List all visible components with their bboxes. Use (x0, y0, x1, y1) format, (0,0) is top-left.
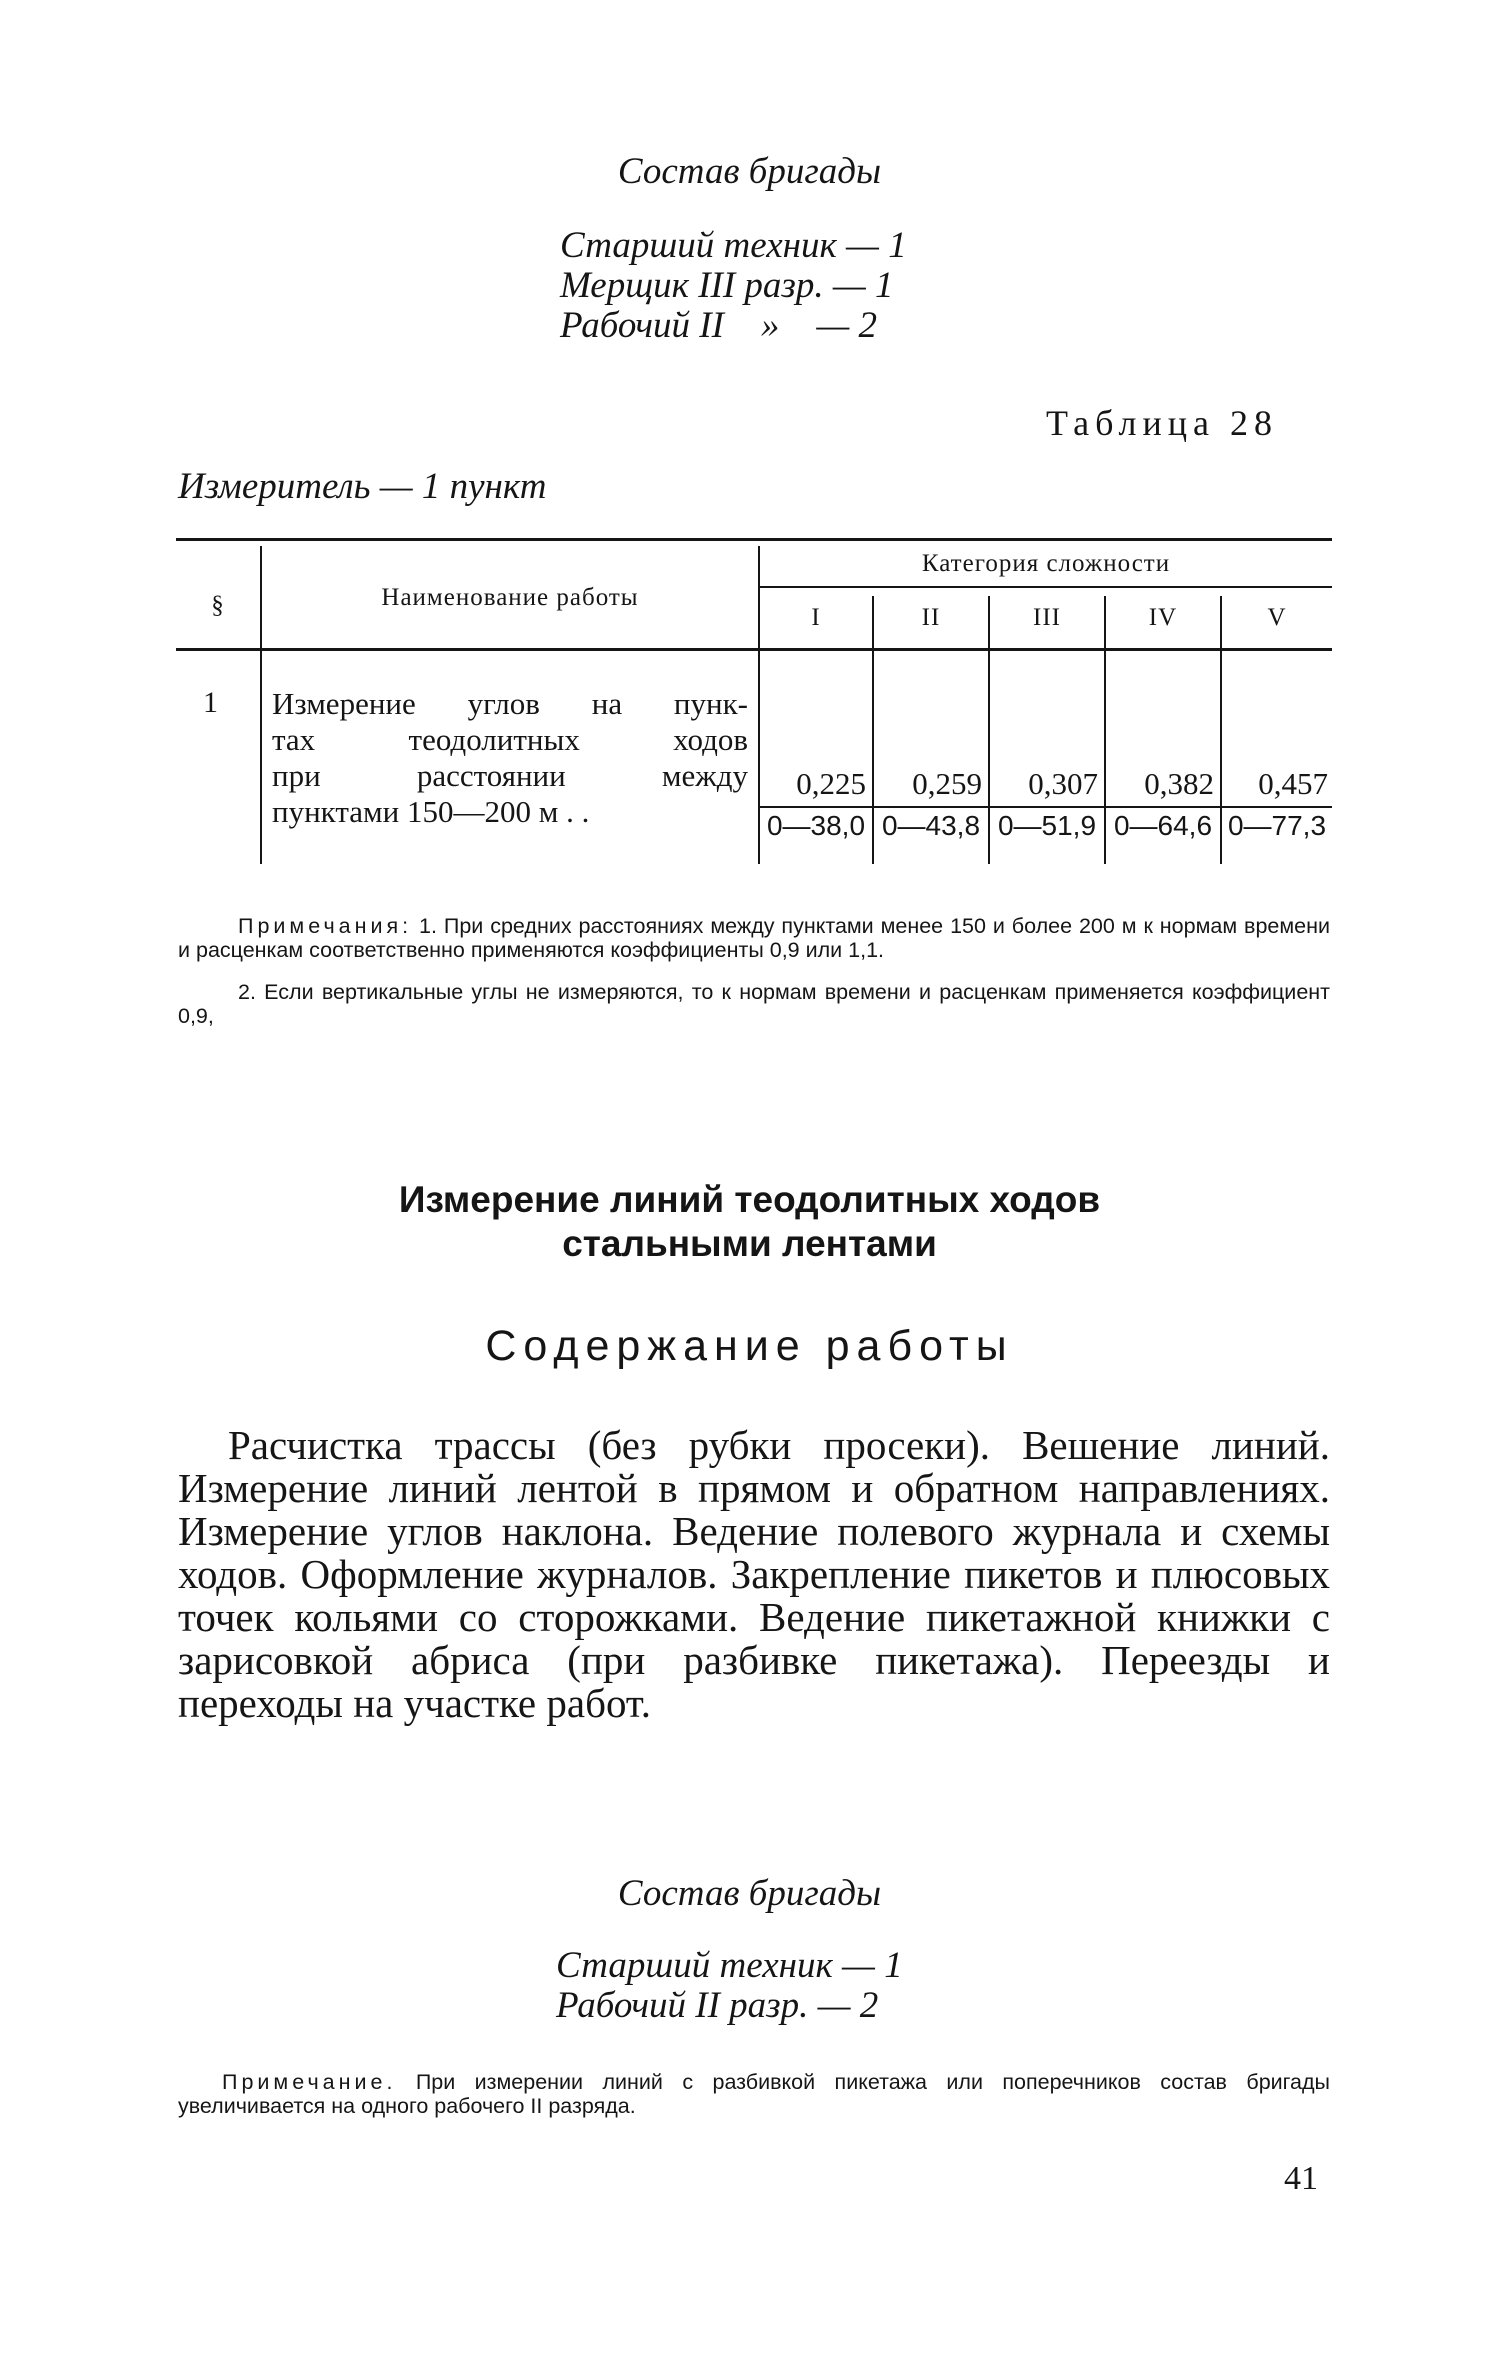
norms-table (176, 538, 1332, 864)
footnote-label: Примечание. (222, 2070, 397, 2094)
crew-line: Мерщик III разр. — 1 (560, 265, 894, 306)
crew-list (560, 226, 907, 346)
table-number: Таблица 28 (1046, 403, 1278, 443)
measure-unit: Измеритель — 1 пункт (178, 466, 547, 507)
section-heading (0, 1178, 1499, 1266)
price-1: 0—38,0 (766, 810, 866, 841)
header-category: Категория сложности (921, 550, 1171, 577)
category-2: II (921, 604, 941, 631)
row-work (272, 686, 748, 830)
header-work: Наименование работы (381, 584, 639, 611)
rate-4: 0,382 (1144, 766, 1214, 801)
price-4: 0—64,6 (1113, 810, 1213, 841)
subheading: Содержание работы (485, 1322, 1014, 1370)
rate-5: 0,457 (1258, 766, 1328, 801)
rate-1: 0,225 (796, 766, 866, 801)
price-2: 0—43,8 (881, 810, 981, 841)
heading-line: стальными лентами (562, 1223, 937, 1264)
crew2-title: Состав бригады (617, 1873, 882, 1914)
note-2: 2. Если вертикальные углы не измеряются, то к нормам времени и расценкам применяется коэффициент 0,9, (178, 980, 1330, 1028)
price-3: 0—51,9 (997, 810, 1097, 841)
row-section: 1 (203, 686, 219, 719)
work-line: пунктами 150—200 м . . (272, 794, 590, 829)
category-1: I (811, 604, 821, 631)
work-line: Измерение углов на пунк- (272, 686, 748, 721)
work-content-text: Расчистка трассы (без рубки просеки). Вешение линий. Измерение линий лентой в прямом и обратном направлениях. Измерение углов наклона. Ведение полевого журнала и схемы ходов. Оформление журналов. Закрепление пикетов и плюсовых точек кольями со сторожками. Ведение пикетажной книжки с зарисовкой абриса (при разбивке пикетажа). Переезды и переходы на участке работ. (178, 1422, 1330, 1726)
category-4: IV (1148, 604, 1178, 631)
heading-line: Измерение линий теодолитных ходов (398, 1179, 1101, 1220)
crew2-list (556, 1946, 903, 2026)
category-5: V (1267, 604, 1287, 631)
page-number: 41 (1284, 2160, 1318, 2197)
crew-line: Старший техник — 1 (560, 225, 907, 266)
rate-3: 0,307 (1028, 766, 1098, 801)
notes-label: Примечания: (238, 914, 413, 938)
table-notes (178, 914, 1330, 1046)
crew-title: Состав бригады (617, 151, 882, 192)
category-3: III (1033, 604, 1061, 631)
rate-2: 0,259 (912, 766, 982, 801)
price-5: 0—77,3 (1227, 810, 1327, 841)
crew2-line: Рабочий II разр. — 2 (556, 1985, 879, 2026)
work-line: тах теодолитных ходов (272, 722, 748, 757)
note-1: Примечания: 1. При средних расстояниях между пунктами менее 150 и более 200 м к нормам времени и расценкам соответственно применяются коэффициенты 0,9 или 1,1. (178, 914, 1330, 962)
crew-line: Рабочий II » — 2 (560, 305, 878, 346)
header-section: § (211, 592, 225, 619)
work-line: при расстоянии между (272, 758, 748, 793)
crew2-line: Старший техник — 1 (556, 1945, 903, 1986)
footnote: Примечание. При измерении линий с разбивкой пикетажа или поперечников состав бригады увеличивается на одного рабочего II разряда. (178, 2070, 1330, 2118)
